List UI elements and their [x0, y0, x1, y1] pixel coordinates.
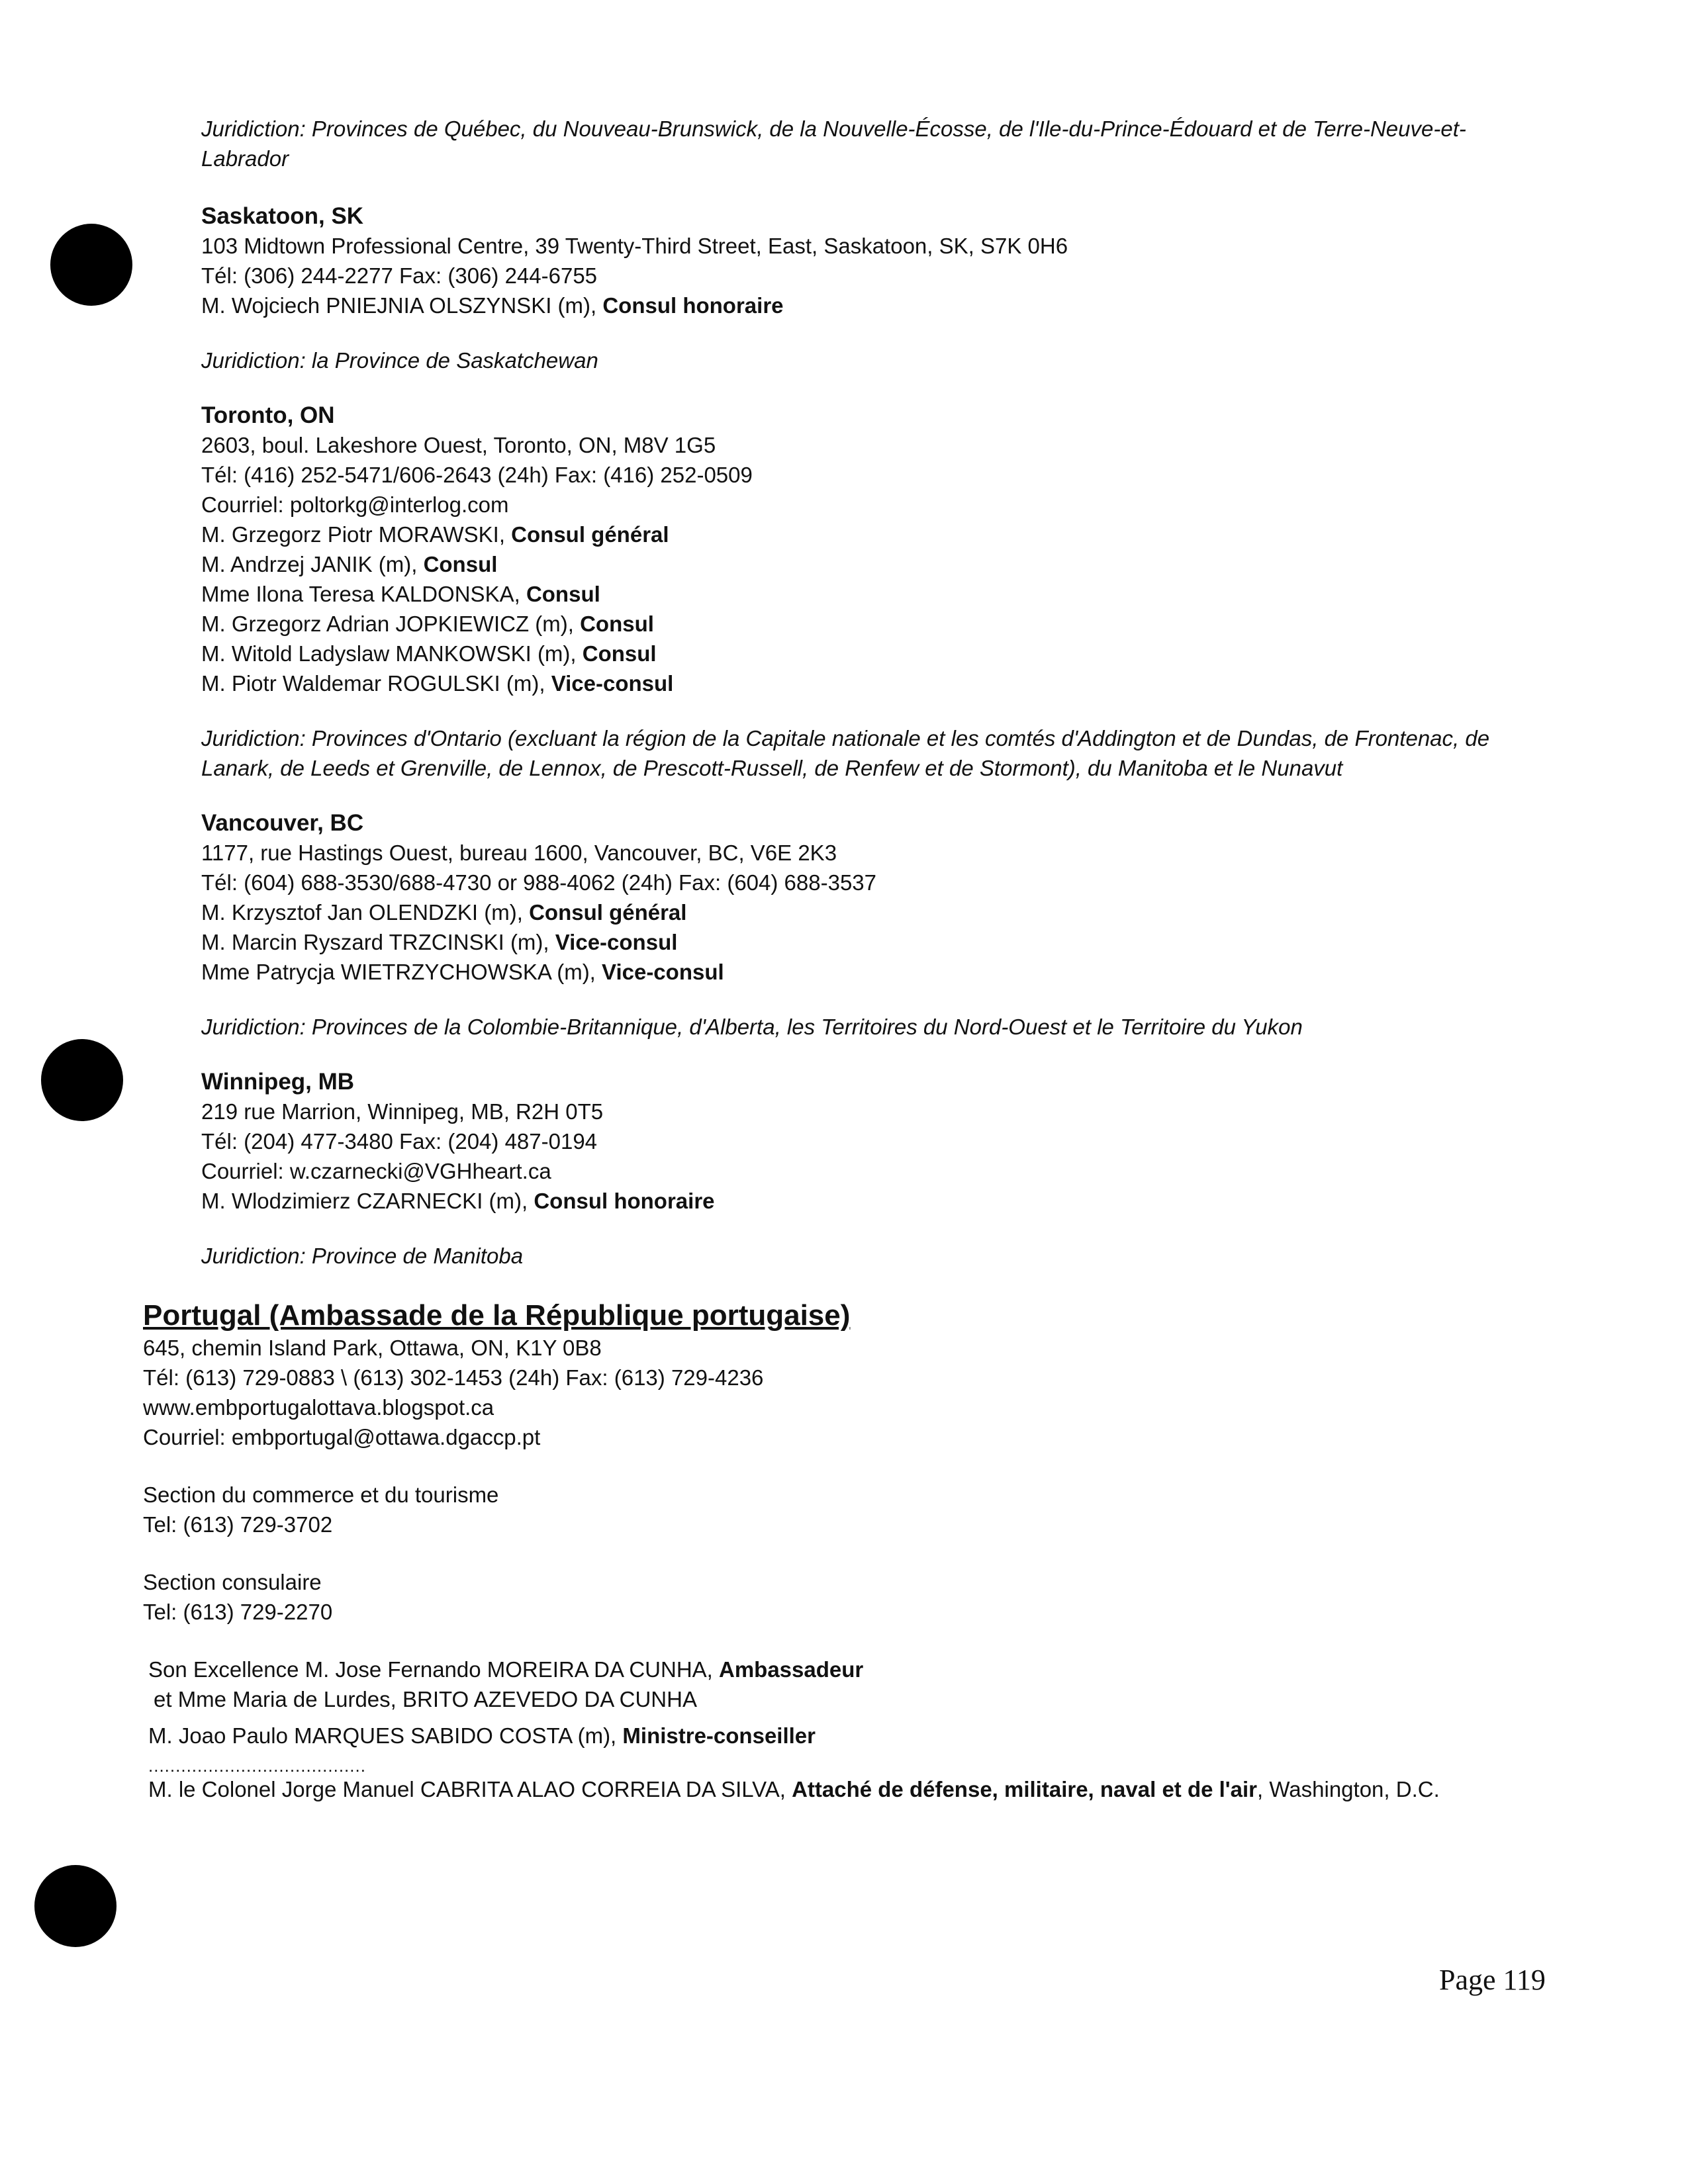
consulate-phone: Tél: (416) 252-5471/606-2643 (24h) Fax: (416) 252-0509 [201, 463, 753, 487]
staff-name: M. Wojciech PNIEJNIA OLSZYNSKI (m), [201, 293, 603, 318]
consulate-heading: Winnipeg, MB [201, 1069, 355, 1095]
consulate-email: Courriel: w.czarnecki@VGHheart.ca [201, 1159, 551, 1183]
staff-row [201, 520, 1525, 549]
consular-section-phone: Tel: (613) 729-2270 [143, 1600, 333, 1624]
staff-name: M. Grzegorz Adrian JOPKIEWICZ (m), [201, 612, 581, 636]
dotted-separator: ........................................ [148, 1756, 366, 1776]
consulate-phone: Tél: (604) 688-3530/688-4730 or 988-4062 (24h) Fax: (604) 688-3537 [201, 870, 877, 895]
staff-title: Consul général [511, 522, 669, 547]
staff-row [201, 1186, 1525, 1216]
staff-title: Consul [580, 612, 654, 636]
staff-row [201, 639, 1525, 668]
staff-name: Mme Patrycja WIETRZYCHOWSKA (m), [201, 960, 602, 984]
staff-row [201, 897, 1525, 927]
embassy-address: 645, chemin Island Park, Ottawa, ON, K1Y 0B8 [143, 1336, 602, 1360]
consulate-vancouver [0, 808, 1688, 1042]
staff-row-minister [148, 1721, 1688, 1751]
staff-row-attache [148, 1774, 1688, 1804]
staff-title: Consul [582, 641, 657, 666]
staff-title: Consul général [529, 900, 687, 925]
staff-name: M. Joao Paulo MARQUES SABIDO COSTA (m), [148, 1723, 623, 1748]
staff-name: M. Krzysztof Jan OLENDZKI (m), [201, 900, 530, 925]
embassy-email: Courriel: embportugal@ottawa.dgaccp.pt [143, 1425, 541, 1449]
consulate-saskatoon [0, 201, 1688, 375]
embassy-website: www.embportugalottava.blogspot.ca [143, 1395, 494, 1420]
staff-location: , Washington, D.C. [1257, 1777, 1440, 1801]
consulate-winnipeg [0, 1067, 1688, 1271]
staff-row [201, 927, 1525, 957]
consulate-jurisdiction: Juridiction: Provinces d'Ontario (excluant la région de la Capitale nationale et les comtés d'Addington et de Dundas, de Frontenac, de Lanark, de Leeds et Grenville, de Lennox, de Prescott-Russell, de Renfew et de Stormont), du Manitoba et le Nunavut [201, 726, 1490, 780]
staff-title: Attaché de défense, militaire, naval et de l'air [792, 1777, 1258, 1801]
staff-title: Ambassadeur [719, 1657, 864, 1682]
staff-name: M. Piotr Waldemar ROGULSKI (m), [201, 671, 551, 696]
page-number: Page 119 [1439, 1964, 1546, 1996]
staff-name: M. le Colonel Jorge Manuel CABRITA ALAO CORREIA DA SILVA, [148, 1777, 792, 1801]
consulate-toronto [0, 400, 1688, 783]
embassy-portugal [0, 1298, 1688, 1804]
commerce-section-label: Section du commerce et du tourisme [143, 1482, 499, 1507]
staff-row [201, 291, 1525, 320]
staff-row-ambassador [148, 1655, 1688, 1684]
staff-row [201, 579, 1525, 609]
staff-name: Son Excellence M. Jose Fernando MOREIRA DA CUNHA, [148, 1657, 719, 1682]
consulate-jurisdiction: Juridiction: Province de Manitoba [201, 1244, 524, 1268]
staff-name: M. Wlodzimierz CZARNECKI (m), [201, 1189, 534, 1213]
staff-row [201, 609, 1525, 639]
staff-row [201, 957, 1525, 987]
commerce-section-phone: Tel: (613) 729-3702 [143, 1512, 333, 1537]
consulate-heading: Toronto, ON [201, 402, 335, 428]
staff-title: Consul [526, 582, 600, 606]
consulate-heading: Saskatoon, SK [201, 203, 364, 229]
staff-row [201, 668, 1525, 698]
embassy-phone: Tél: (613) 729-0883 \ (613) 302-1453 (24h) Fax: (613) 729-4236 [143, 1365, 764, 1390]
staff-title: Consul honoraire [602, 293, 784, 318]
staff-name: Mme Ilona Teresa KALDONSKA, [201, 582, 526, 606]
ambassador-spouse: et Mme Maria de Lurdes, BRITO AZEVEDO DA CUNHA [154, 1687, 697, 1711]
consular-section-label: Section consulaire [143, 1570, 322, 1594]
consulate-address: 103 Midtown Professional Centre, 39 Twenty-Third Street, East, Saskatoon, SK, S7K 0H6 [201, 234, 1068, 258]
staff-title: Ministre-conseiller [622, 1723, 816, 1748]
country-heading: Portugal (Ambassade de la République portugaise) [143, 1299, 851, 1332]
consulate-address: 219 rue Marrion, Winnipeg, MB, R2H 0T5 [201, 1099, 604, 1124]
staff-name: M. Witold Ladyslaw MANKOWSKI (m), [201, 641, 583, 666]
consulate-jurisdiction: Juridiction: la Province de Saskatchewan [201, 348, 598, 373]
punch-hole-bottom [34, 1865, 117, 1947]
consulate-email: Courriel: poltorkg@interlog.com [201, 492, 509, 517]
consulate-phone: Tél: (204) 477-3480 Fax: (204) 487-0194 [201, 1129, 598, 1154]
consulate-address: 2603, boul. Lakeshore Ouest, Toronto, ON, M8V 1G5 [201, 433, 716, 457]
montreal-jurisdiction: Juridiction: Provinces de Québec, du Nouveau-Brunswick, de la Nouvelle-Écosse, de l'Ile-du-Prince-Édouard et de Terre-Neuve-et-Labrador [201, 116, 1466, 171]
consulate-jurisdiction: Juridiction: Provinces de la Colombie-Britannique, d'Alberta, les Territoires du Nord-Ouest et le Territoire du Yukon [201, 1015, 1303, 1039]
staff-name: M. Grzegorz Piotr MORAWSKI, [201, 522, 512, 547]
consulate-address: 1177, rue Hastings Ouest, bureau 1600, Vancouver, BC, V6E 2K3 [201, 841, 837, 865]
staff-title: Consul [423, 552, 498, 576]
staff-name: M. Andrzej JANIK (m), [201, 552, 424, 576]
staff-name: M. Marcin Ryszard TRZCINSKI (m), [201, 930, 555, 954]
staff-row [201, 549, 1525, 579]
staff-title: Vice-consul [602, 960, 724, 984]
staff-title: Consul honoraire [534, 1189, 715, 1213]
staff-title: Vice-consul [555, 930, 678, 954]
consulate-heading: Vancouver, BC [201, 810, 364, 836]
consulate-phone: Tél: (306) 244-2277 Fax: (306) 244-6755 [201, 263, 598, 288]
staff-title: Vice-consul [551, 671, 674, 696]
